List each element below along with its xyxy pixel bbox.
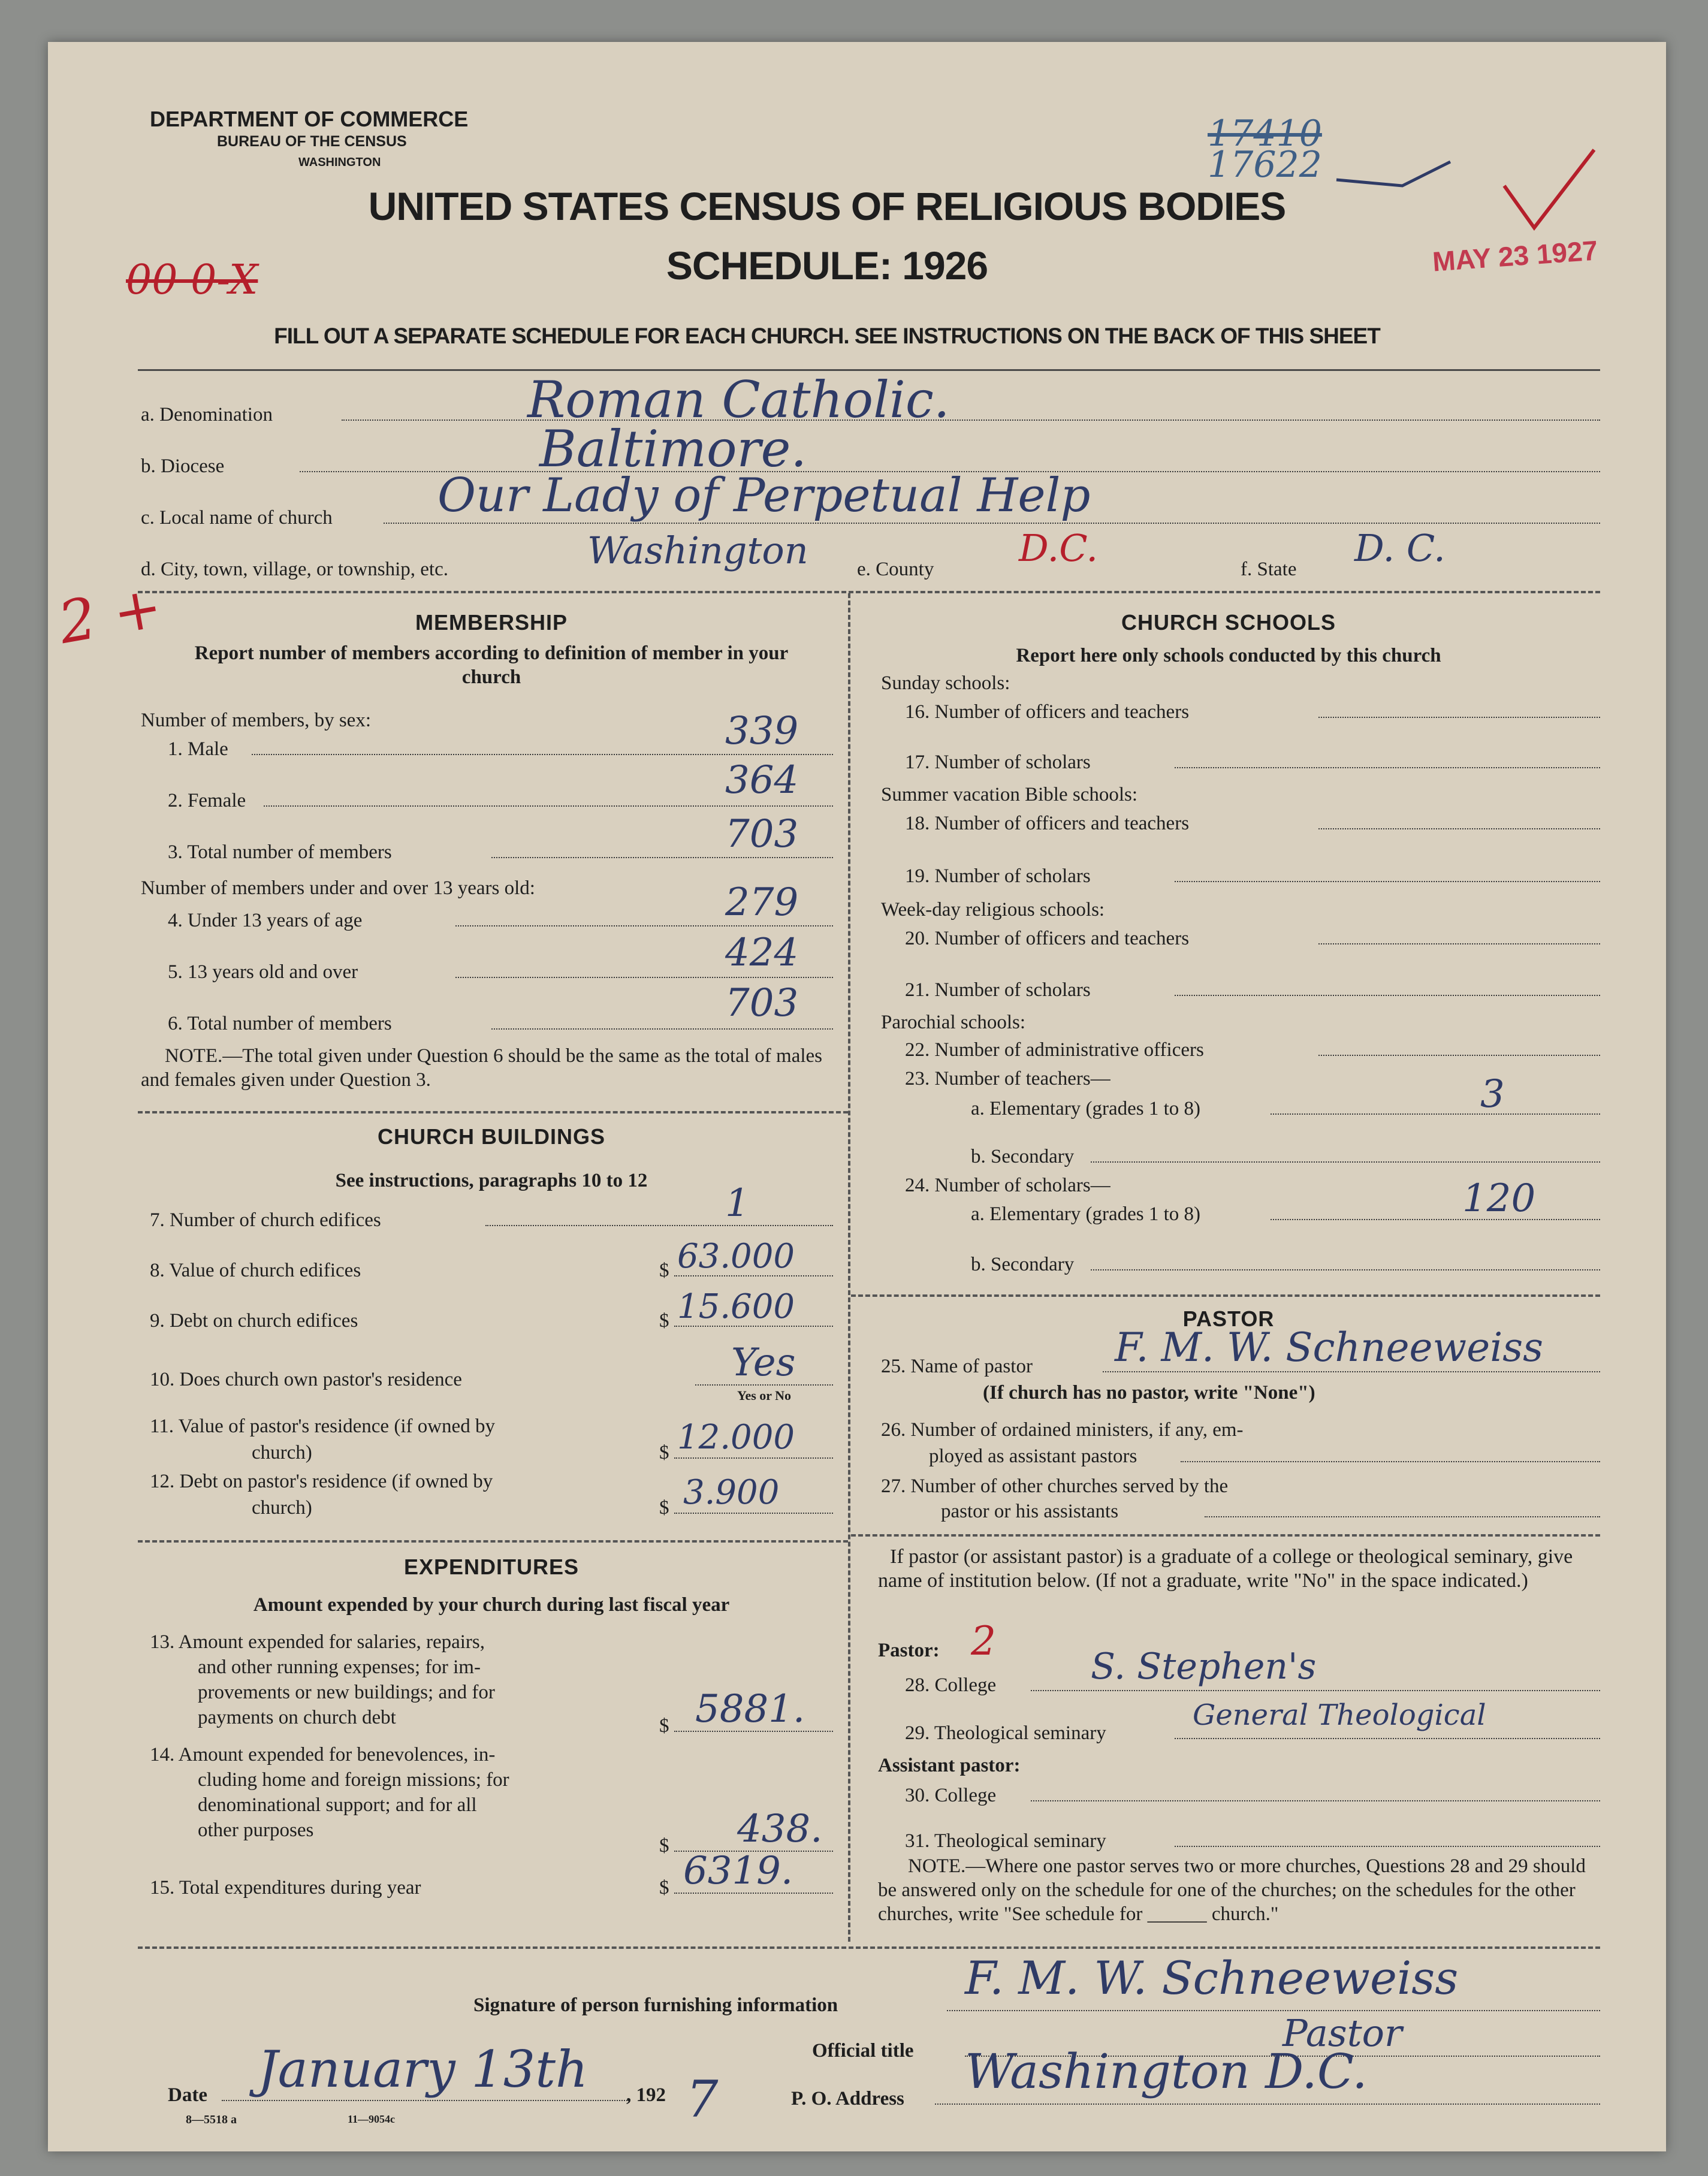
q28-label: 28. College bbox=[905, 1674, 997, 1696]
q9-value: 15.600 bbox=[677, 1287, 795, 1326]
graduate-note: If pastor (or assistant pastor) is a graduate of a college or theological seminary, give name of institution below. (If not a graduate, write "No" in the space indicated.) bbox=[878, 1546, 1573, 1592]
date-label: Date bbox=[168, 2084, 207, 2106]
q1-line bbox=[252, 754, 833, 755]
official-title-label: Official title bbox=[812, 2040, 914, 2062]
q21-line bbox=[1175, 995, 1600, 996]
official-title-value: Pastor bbox=[1282, 2011, 1402, 2055]
q25-label: 25. Name of pastor bbox=[881, 1356, 1033, 1377]
state-label: f. State bbox=[1241, 559, 1297, 580]
q25-note: (If church has no pastor, write "None") bbox=[983, 1382, 1315, 1404]
q19-line bbox=[1175, 881, 1600, 882]
q24a-label: a. Elementary (grades 1 to 8) bbox=[971, 1203, 1201, 1225]
q11-label: 11. Value of pastor's residence (if owned by bbox=[150, 1416, 495, 1437]
q14-line-4: other purposes bbox=[198, 1819, 314, 1841]
q15-value: 6319. bbox=[683, 1849, 793, 1893]
expenditures-heading: EXPENDITURES bbox=[403, 1555, 580, 1579]
q24a-line bbox=[1271, 1219, 1600, 1220]
q5-line bbox=[455, 977, 833, 978]
q9-debt-label: 9. Debt on church edifices bbox=[150, 1310, 358, 1332]
q27-line bbox=[1205, 1516, 1600, 1517]
file-number-struck: 17410 bbox=[1208, 113, 1322, 155]
q5-over13-value: 424 bbox=[725, 931, 799, 975]
q2-line bbox=[264, 805, 833, 807]
membership-subtitle: Report number of members according to definition of member in your church bbox=[194, 642, 789, 688]
membership-divider bbox=[138, 1111, 848, 1113]
county-value: D.C. bbox=[1019, 526, 1099, 570]
q1-male-label: 1. Male bbox=[168, 738, 228, 760]
q27-label: 27. Number of other churches served by the bbox=[881, 1475, 1229, 1497]
q13-line-4: payments on church debt bbox=[198, 1707, 396, 1728]
q2-female-value: 364 bbox=[725, 758, 799, 802]
q15-total-label: 15. Total expenditures during year bbox=[150, 1877, 421, 1899]
margin-mark: 2 + bbox=[53, 572, 167, 657]
q23a-line bbox=[1271, 1113, 1600, 1115]
received-date-stamp: MAY 23 1927 bbox=[1431, 234, 1599, 277]
q24b-label: b. Secondary bbox=[971, 1254, 1075, 1275]
yes-no-caption: Yes or No bbox=[737, 1388, 792, 1403]
q31-label: 31. Theological seminary bbox=[905, 1830, 1106, 1852]
q21-label: 21. Number of scholars bbox=[905, 979, 1091, 1001]
signature-label: Signature of person furnishing information bbox=[473, 1994, 838, 2016]
pastor-note: NOTE.—Where one pastor serves two or more churches, Questions 28 and 29 should be answered only on the schedule for one of the churches; on the schedules for the other churches, write "See schedule for ______ church." bbox=[878, 1855, 1586, 1925]
q7-edifices-value: 1 bbox=[725, 1181, 750, 1226]
q11-dollar: $ bbox=[659, 1442, 669, 1463]
q7-line bbox=[485, 1225, 833, 1226]
q14-value: 438. bbox=[737, 1807, 823, 1851]
q3-line bbox=[491, 857, 833, 858]
q26-label-cont: ployed as assistant pastors bbox=[929, 1445, 1137, 1467]
state-value: D. C. bbox=[1354, 526, 1446, 570]
membership-note: NOTE.—The total given under Question 6 should be the same as the total of males and females given under Question 3. bbox=[141, 1045, 822, 1091]
year-prefix: , 192 bbox=[626, 2084, 666, 2106]
church-name-value: Our Lady of Perpetual Help bbox=[437, 469, 1091, 523]
q15-dollar: $ bbox=[659, 1877, 669, 1899]
q20-label: 20. Number of officers and teachers bbox=[905, 928, 1190, 949]
q27-label-cont: pastor or his assistants bbox=[941, 1501, 1119, 1522]
q13-line-2: and other running expenses; for im- bbox=[198, 1656, 481, 1678]
q17-label: 17. Number of scholars bbox=[905, 752, 1091, 773]
q23a-value: 3 bbox=[1480, 1072, 1505, 1116]
po-address-value: Washington D.C. bbox=[965, 2044, 1368, 2099]
denomination-value: Roman Catholic. bbox=[527, 370, 950, 429]
schools-subtitle: Report here only schools conducted by this church bbox=[1016, 645, 1441, 666]
q8-value: 63.000 bbox=[677, 1237, 795, 1276]
q3-total-label: 3. Total number of members bbox=[168, 841, 392, 863]
q24b-line bbox=[1091, 1269, 1600, 1270]
q13-line-1: 13. Amount expended for salaries, repairs, bbox=[150, 1631, 485, 1653]
signature-line bbox=[947, 2010, 1600, 2011]
q6-total-value: 703 bbox=[725, 981, 799, 1025]
q28-line bbox=[1031, 1690, 1600, 1691]
expenditures-subtitle: Amount expended by your church during last fiscal year bbox=[253, 1594, 730, 1616]
weekday-schools-label: Week-day religious schools: bbox=[881, 899, 1105, 921]
q22-line bbox=[1318, 1055, 1600, 1056]
q29-line bbox=[1175, 1738, 1600, 1739]
file-number: 17622 bbox=[1208, 144, 1322, 186]
q29-value: General Theological bbox=[1193, 1698, 1486, 1732]
members-by-age-label: Number of members under and over 13 years old: bbox=[141, 877, 535, 899]
church-name-line bbox=[384, 523, 1600, 524]
q28-value: S. Stephen's bbox=[1091, 1646, 1317, 1688]
buildings-divider bbox=[138, 1540, 848, 1543]
q4-under13-label: 4. Under 13 years of age bbox=[168, 910, 363, 931]
q16-line bbox=[1318, 717, 1600, 718]
form-number-secondary: 11—9054c bbox=[348, 2113, 395, 2125]
q12-dollar: $ bbox=[659, 1497, 669, 1519]
po-address-label: P. O. Address bbox=[791, 2088, 904, 2109]
date-value: January 13th bbox=[258, 2040, 589, 2099]
diocese-label: b. Diocese bbox=[141, 455, 225, 477]
q17-line bbox=[1175, 767, 1600, 768]
q6-total-label: 6. Total number of members bbox=[168, 1013, 392, 1034]
q4-line bbox=[455, 925, 833, 926]
info-divider bbox=[138, 591, 1600, 593]
q31-line bbox=[1175, 1846, 1600, 1847]
q23b-line bbox=[1091, 1161, 1600, 1163]
year-digit: 7 bbox=[686, 2070, 719, 2129]
q13-dollar: $ bbox=[659, 1715, 669, 1737]
pastor-sub-label: Pastor: bbox=[878, 1640, 940, 1661]
q30-line bbox=[1031, 1800, 1600, 1801]
q13-line-3: provements or new buildings; and for bbox=[198, 1682, 495, 1703]
q4-under13-value: 279 bbox=[725, 880, 799, 925]
code-mark: 00 0-X bbox=[126, 256, 258, 304]
diocese-value: Baltimore. bbox=[539, 419, 807, 478]
q26-label: 26. Number of ordained ministers, if any, em- bbox=[881, 1419, 1244, 1441]
department-heading: DEPARTMENT OF COMMERCE bbox=[150, 107, 469, 131]
parochial-schools-label: Parochial schools: bbox=[881, 1012, 1026, 1033]
po-address-line bbox=[935, 2103, 1600, 2105]
q23-label: 23. Number of teachers— bbox=[905, 1068, 1110, 1089]
column-divider bbox=[848, 593, 850, 1942]
q12-line bbox=[674, 1513, 833, 1514]
q10-residence-label: 10. Does church own pastor's residence bbox=[150, 1369, 462, 1390]
assistant-pastor-label: Assistant pastor: bbox=[878, 1755, 1021, 1776]
blue-tick-icon bbox=[1330, 156, 1462, 192]
summer-schools-label: Summer vacation Bible schools: bbox=[881, 784, 1138, 805]
q1-male-value: 339 bbox=[725, 709, 799, 753]
bureau-heading: BUREAU OF THE CENSUS bbox=[217, 133, 407, 150]
q12-label-cont: church) bbox=[252, 1497, 312, 1519]
q16-label: 16. Number of officers and teachers bbox=[905, 701, 1190, 723]
q5-over13-label: 5. 13 years old and over bbox=[168, 961, 358, 983]
church-name-label: c. Local name of church bbox=[141, 507, 333, 529]
schedule-year: SCHEDULE: 1926 bbox=[666, 243, 988, 288]
pastor-heading: PASTOR bbox=[1182, 1306, 1275, 1331]
county-label: e. County bbox=[857, 559, 934, 580]
form-title: UNITED STATES CENSUS OF RELIGIOUS BODIES bbox=[368, 184, 1286, 228]
members-by-sex-label: Number of members, by sex: bbox=[141, 710, 371, 731]
q14-line-3: denominational support; and for all bbox=[198, 1794, 477, 1816]
pastor-divider bbox=[851, 1534, 1600, 1537]
q30-label: 30. College bbox=[905, 1785, 997, 1806]
q25-value: F. M. W. Schneeweiss bbox=[1115, 1324, 1543, 1371]
q13-value: 5881. bbox=[695, 1687, 805, 1731]
schools-heading: CHURCH SCHOOLS bbox=[1121, 610, 1336, 635]
q2-female-label: 2. Female bbox=[168, 790, 246, 811]
q19-label: 19. Number of scholars bbox=[905, 865, 1091, 887]
q11-value: 12.000 bbox=[677, 1418, 795, 1457]
q9-dollar: $ bbox=[659, 1310, 669, 1332]
q29-label: 29. Theological seminary bbox=[905, 1722, 1106, 1744]
q25-line bbox=[1103, 1371, 1600, 1372]
q12-value: 3.900 bbox=[683, 1473, 780, 1512]
q26-line bbox=[1181, 1461, 1600, 1462]
q12-label: 12. Debt on pastor's residence (if owned by bbox=[150, 1471, 493, 1492]
buildings-subtitle: See instructions, paragraphs 10 to 12 bbox=[335, 1170, 648, 1191]
schools-divider bbox=[851, 1294, 1600, 1297]
q18-line bbox=[1318, 828, 1600, 829]
q14-line-2: cluding home and foreign missions; for bbox=[198, 1769, 509, 1791]
q3-total-value: 703 bbox=[725, 812, 799, 856]
q20-line bbox=[1318, 943, 1600, 944]
q8-dollar: $ bbox=[659, 1260, 669, 1281]
q11-label-cont: church) bbox=[252, 1442, 312, 1463]
date-line bbox=[222, 2100, 629, 2101]
signature-value: F. M. W. Schneeweiss bbox=[965, 1951, 1459, 2005]
q24-label: 24. Number of scholars— bbox=[905, 1175, 1110, 1196]
q24a-value: 120 bbox=[1462, 1176, 1536, 1221]
separate-schedule-instruction: FILL OUT A SEPARATE SCHEDULE FOR EACH CHURCH. SEE INSTRUCTIONS ON THE BACK OF THIS SHEET bbox=[274, 324, 1380, 348]
q23a-label: a. Elementary (grades 1 to 8) bbox=[971, 1098, 1201, 1119]
buildings-heading: CHURCH BUILDINGS bbox=[378, 1124, 605, 1149]
census-schedule-sheet bbox=[48, 42, 1666, 2151]
membership-heading: MEMBERSHIP bbox=[415, 610, 568, 635]
q7-edifices-label: 7. Number of church edifices bbox=[150, 1209, 381, 1231]
city-value: Washington bbox=[587, 529, 808, 572]
q10-value: Yes bbox=[731, 1341, 796, 1385]
q8-value-label: 8. Value of church edifices bbox=[150, 1260, 361, 1281]
city-label: d. City, town, village, or township, etc. bbox=[141, 559, 448, 580]
q14-line-1: 14. Amount expended for benevolences, in- bbox=[150, 1744, 496, 1765]
red-check-mark-icon bbox=[1498, 144, 1600, 240]
form-number: 8—5518 a bbox=[186, 2113, 237, 2126]
q11-line bbox=[674, 1457, 833, 1459]
q18-label: 18. Number of officers and teachers bbox=[905, 813, 1190, 834]
denomination-label: a. Denomination bbox=[141, 404, 273, 425]
sunday-schools-label: Sunday schools: bbox=[881, 672, 1010, 694]
city-heading: WASHINGTON bbox=[298, 156, 381, 169]
q23b-label: b. Secondary bbox=[971, 1146, 1075, 1167]
q6-line bbox=[491, 1028, 833, 1030]
q22-label: 22. Number of administrative officers bbox=[905, 1039, 1204, 1061]
footer-divider bbox=[138, 1946, 1600, 1949]
pastor-mark: 2 bbox=[971, 1618, 996, 1664]
q14-dollar: $ bbox=[659, 1835, 669, 1857]
